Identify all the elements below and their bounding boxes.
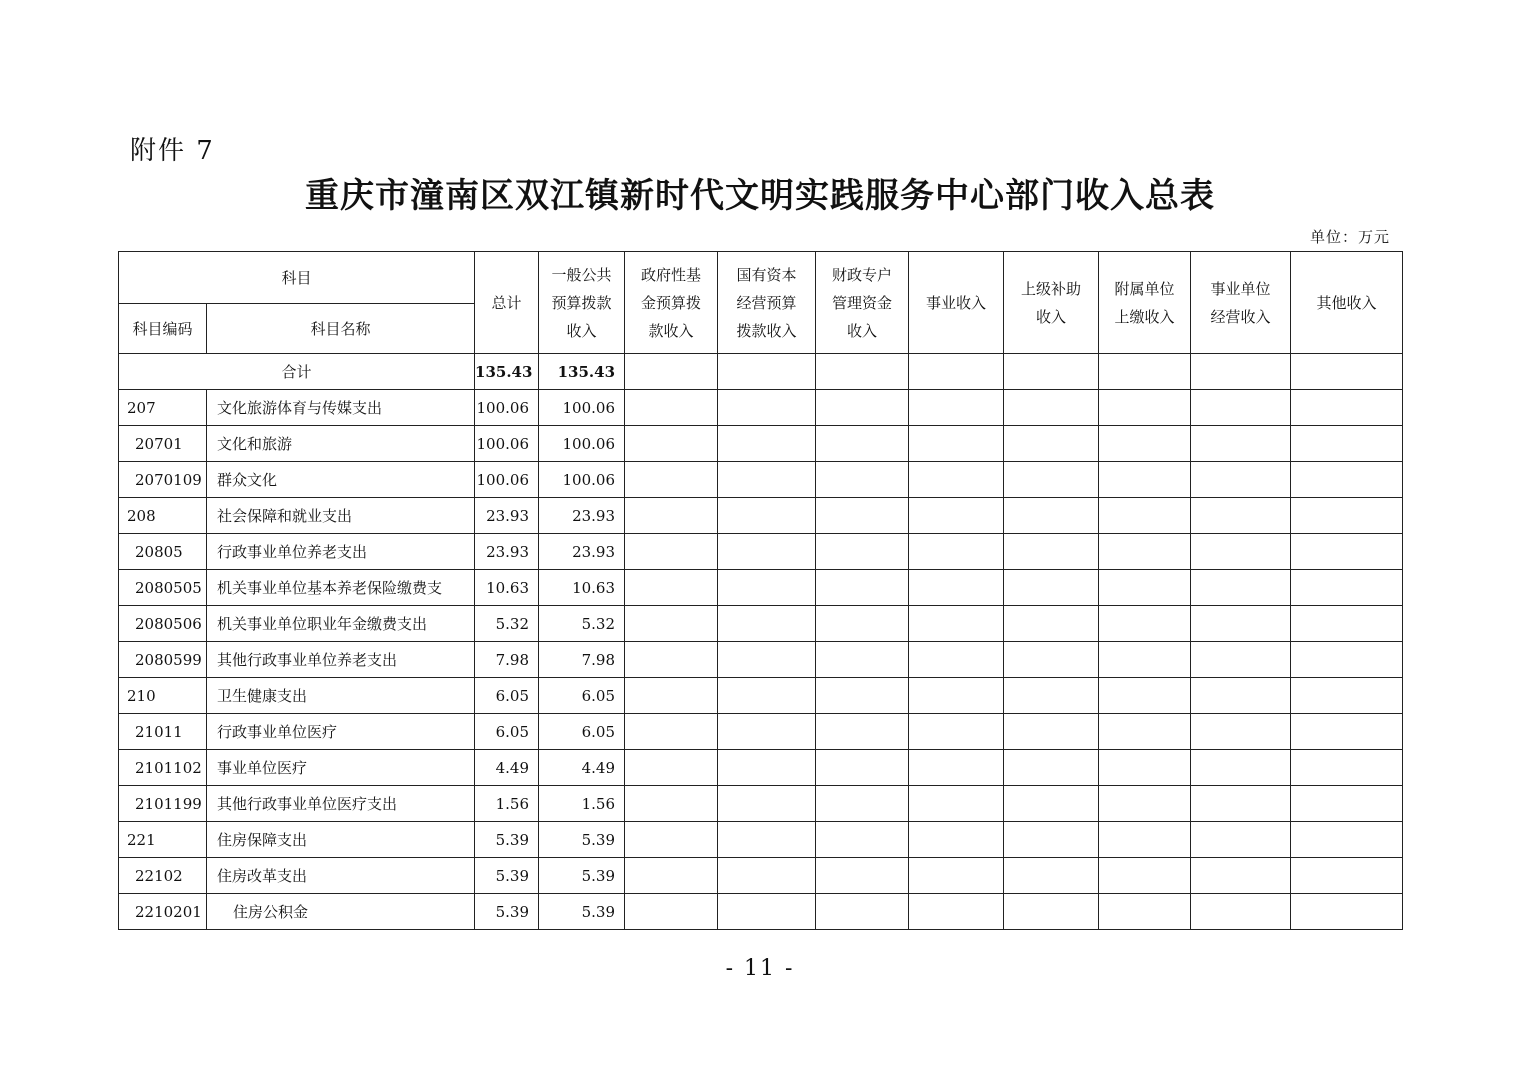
table-row xyxy=(119,750,1403,786)
table-row xyxy=(119,822,1403,858)
table-row xyxy=(119,426,1403,462)
table-row xyxy=(119,786,1403,822)
table-row xyxy=(119,858,1403,894)
row-total: 5.39 xyxy=(475,822,539,858)
row-code: 20805 xyxy=(119,534,207,570)
row-total: 23.93 xyxy=(475,534,539,570)
row-code: 22102 xyxy=(119,858,207,894)
row-code: 210 xyxy=(119,678,207,714)
row-code: 2210201 xyxy=(119,894,207,930)
header-code: 科目编码 xyxy=(119,304,207,354)
row-general: 1.56 xyxy=(539,786,625,822)
row-code: 21011 xyxy=(119,714,207,750)
row-name: 住房改革支出 xyxy=(207,858,475,894)
row-general: 23.93 xyxy=(539,498,625,534)
header-fiscal-special: 财政专户 管理资金 收入 xyxy=(816,252,909,354)
table-row xyxy=(119,498,1403,534)
header-total: 总计 xyxy=(475,252,539,354)
page-title: 重庆市潼南区双江镇新时代文明实践服务中心部门收入总表 xyxy=(305,176,1215,216)
row-name: 事业单位医疗 xyxy=(207,750,475,786)
row-code: 207 xyxy=(119,390,207,426)
table-row xyxy=(119,570,1403,606)
row-name: 住房保障支出 xyxy=(207,822,475,858)
row-general: 6.05 xyxy=(539,714,625,750)
row-general: 100.06 xyxy=(539,390,625,426)
row-total: 1.56 xyxy=(475,786,539,822)
header-general-budget: 一般公共 预算拨款 收入 xyxy=(539,252,625,354)
row-name: 文化旅游体育与传媒支出 xyxy=(207,390,475,426)
unit-label: 单位：万元 xyxy=(1309,228,1390,246)
row-name: 社会保障和就业支出 xyxy=(207,498,475,534)
row-general: 5.32 xyxy=(539,606,625,642)
row-code: 208 xyxy=(119,498,207,534)
row-total: 5.32 xyxy=(475,606,539,642)
table-row xyxy=(119,642,1403,678)
row-total: 5.39 xyxy=(475,858,539,894)
header-subject: 科目 xyxy=(119,252,475,304)
header-business-operation: 事业单位 经营收入 xyxy=(1191,252,1291,354)
table-row xyxy=(119,678,1403,714)
row-general: 7.98 xyxy=(539,642,625,678)
row-code: 2080506 xyxy=(119,606,207,642)
row-total: 6.05 xyxy=(475,678,539,714)
row-name: 文化和旅游 xyxy=(207,426,475,462)
row-general: 5.39 xyxy=(539,858,625,894)
header-gov-fund: 政府性基 金预算拨 款收入 xyxy=(625,252,718,354)
row-total: 100.06 xyxy=(475,462,539,498)
total-row xyxy=(119,354,1403,390)
page-number: - 11 - xyxy=(725,956,795,981)
table-row xyxy=(119,714,1403,750)
row-total: 7.98 xyxy=(475,642,539,678)
row-name: 机关事业单位职业年金缴费支出 xyxy=(207,606,475,642)
row-general: 100.06 xyxy=(539,462,625,498)
row-code: 2101199 xyxy=(119,786,207,822)
row-name: 住房公积金 xyxy=(207,894,475,930)
row-code: 20701 xyxy=(119,426,207,462)
total-label: 合计 xyxy=(119,354,475,390)
row-code: 2101102 xyxy=(119,750,207,786)
total-general: 135.43 xyxy=(539,354,625,390)
row-general: 10.63 xyxy=(539,570,625,606)
income-summary-table xyxy=(118,251,1403,930)
row-code: 2070109 xyxy=(119,462,207,498)
header-business-income: 事业收入 xyxy=(909,252,1004,354)
row-name: 群众文化 xyxy=(207,462,475,498)
table-row xyxy=(119,894,1403,930)
row-name: 其他行政事业单位医疗支出 xyxy=(207,786,475,822)
header-name: 科目名称 xyxy=(207,304,475,354)
row-code: 221 xyxy=(119,822,207,858)
table-row xyxy=(119,462,1403,498)
row-general: 23.93 xyxy=(539,534,625,570)
row-general: 100.06 xyxy=(539,426,625,462)
row-name: 机关事业单位基本养老保险缴费支 xyxy=(207,570,475,606)
row-name: 卫生健康支出 xyxy=(207,678,475,714)
row-general: 5.39 xyxy=(539,822,625,858)
row-total: 10.63 xyxy=(475,570,539,606)
attachment-label: 附件 7 xyxy=(130,136,215,166)
table-row xyxy=(119,606,1403,642)
row-name: 其他行政事业单位养老支出 xyxy=(207,642,475,678)
row-total: 5.39 xyxy=(475,894,539,930)
row-total: 100.06 xyxy=(475,390,539,426)
header-state-capital: 国有资本 经营预算 拨款收入 xyxy=(718,252,816,354)
row-code: 2080599 xyxy=(119,642,207,678)
row-general: 6.05 xyxy=(539,678,625,714)
row-total: 23.93 xyxy=(475,498,539,534)
total-total: 135.43 xyxy=(475,354,539,390)
row-name: 行政事业单位养老支出 xyxy=(207,534,475,570)
row-total: 6.05 xyxy=(475,714,539,750)
row-code: 2080505 xyxy=(119,570,207,606)
row-total: 100.06 xyxy=(475,426,539,462)
header-superior-subsidy: 上级补助 收入 xyxy=(1004,252,1099,354)
header-other: 其他收入 xyxy=(1291,252,1403,354)
row-name: 行政事业单位医疗 xyxy=(207,714,475,750)
row-total: 4.49 xyxy=(475,750,539,786)
table-row xyxy=(119,390,1403,426)
table-row xyxy=(119,534,1403,570)
row-general: 4.49 xyxy=(539,750,625,786)
header-affiliated: 附属单位 上缴收入 xyxy=(1099,252,1191,354)
row-general: 5.39 xyxy=(539,894,625,930)
